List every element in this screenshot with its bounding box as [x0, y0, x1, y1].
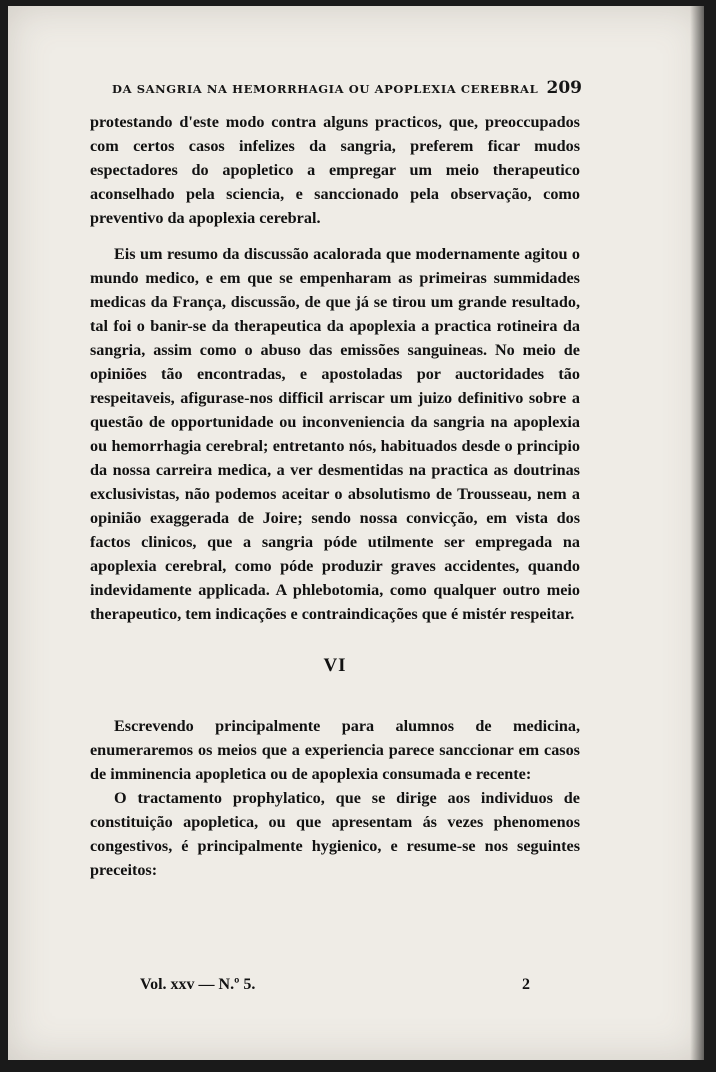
running-title: DA SANGRIA NA HEMORRHAGIA OU APOPLEXIA CEREBRAL [112, 82, 539, 96]
paragraph-2: Eis um resumo da discussão acalorada que modernamente agitou o mundo medico, e em que se empenharam as primeiras summidades medicas da França, discussão, de que já se tirou um grande resultado, tal foi o banir-se da therapeutica da apoplexia a practica rotineira da sangria, assim como o abuso das emissões sanguineas. No meio de opiniões tão encontradas, e apostoladas por auctoridades tão respeitaveis, afigurase-nos difficil arriscar um juizo definitivo sobre a questão de opportunidade ou inconveniencia da sangria na apoplexia ou hemorrhagia cerebral; entretanto nós, habituados desde o principio da nossa carreira medica, a ver desmentidas na practica as doutrinas exclusivistas, não podemos aceitar o absolutismo de Trousseau, nem a opinião exaggerada de Joire; sendo nossa convicção, em vista dos factos clinicos, que a sangria póde utilmente ser empregada na apoplexia cerebral, como póde produzir graves accidentes, quando indevidamente applicada. A phlebotomia, como qualquer outro meio therapeutico, tem indicações e contraindicações que é mistér respeitar. [90, 245, 580, 623]
volume-number: Vol. xxv — N.º 5. [140, 976, 256, 993]
paragraph-1: protestando d'este modo contra alguns practicos, que, preoccupados com certos casos infelizes da sangria, preferem ficar mudos espectadores do apopletico a empregar um meio therapeutico aconselhado pela sciencia, e sanccionado pela observação, como preventivo da apoplexia cerebral. [90, 113, 580, 227]
page-number: 209 [546, 78, 582, 98]
page-sheet [8, 6, 704, 1060]
paragraph-3: Escrevendo principalmente para alumnos de medicina, enumeraremos os meios que a experiencia parece sanccionar em casos de imminencia apopletica ou de apoplexia consumada e recente: [90, 717, 580, 783]
page-footer [140, 976, 530, 994]
page-edge-shadow [690, 6, 704, 1060]
paragraph-4: O tractamento prophylatico, que se dirige aos individuos de constituição apopletica, ou que apresentam ás vezes phenomenos congestivos, é principalmente hygienico, e resume-se nos seguintes preceitos: [90, 789, 580, 879]
signature-mark: 2 [522, 976, 530, 993]
running-header [112, 78, 582, 98]
section-heading: VI [323, 655, 347, 676]
body-text [90, 110, 580, 882]
